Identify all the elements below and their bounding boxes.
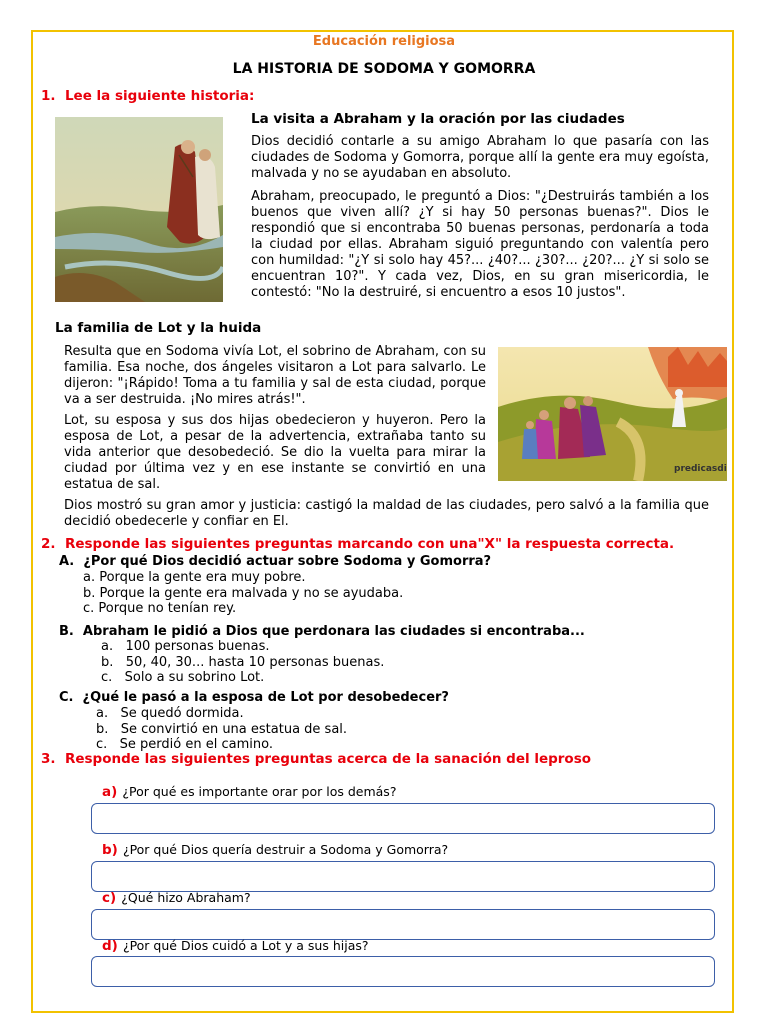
question-a: A. ¿Por qué Dios decidió actuar sobre Sodoma y Gomorra?: [59, 554, 492, 569]
question-a-options: [83, 570, 403, 617]
story2-title: La familia de Lot y la huida: [55, 320, 262, 336]
open-question-c: c) ¿Qué hizo Abraham?: [102, 890, 251, 906]
subject-label: Educación religiosa: [312, 34, 456, 49]
question-c-options: [96, 706, 347, 753]
option[interactable]: a. Se quedó dormida.: [96, 706, 244, 721]
option[interactable]: c. Se perdió en el camino.: [96, 737, 273, 752]
abraham-illustration: [55, 117, 223, 302]
answer-field-a[interactable]: [91, 803, 715, 834]
option[interactable]: b. Se convirtió en una estatua de sal.: [96, 721, 348, 737]
question-b: B. Abraham le pidió a Dios que perdonara las ciudades si encontraba...: [59, 624, 585, 639]
story2-paragraph-1: Resulta que en Sodoma vivía Lot, el sobrino de Abraham, con su familia. Esa noche, dos ángeles visitaron a Lot para salvarlo. Le dijeron: "¡Rápido! Toma a tu familia y sal de esta ciudad, porque va a ser destruida. ¡No mires atrás!".: [64, 344, 486, 407]
option[interactable]: a. 100 personas buenas.: [101, 639, 270, 654]
lot-family-illustration: [498, 347, 727, 481]
open-question-a: a) ¿Por qué es importante orar por los demás?: [102, 784, 397, 800]
story1-title: La visita a Abraham y la oración por las ciudades: [251, 111, 625, 127]
section2-heading: 2. Responde las siguientes preguntas marcando con una"X" la respuesta correcta.: [41, 536, 675, 552]
question-b-options: [101, 639, 384, 686]
option[interactable]: a. Porque la gente era muy pobre.: [83, 570, 306, 585]
open-question-b: b) ¿Por qué Dios quería destruir a Sodoma y Gomorra?: [102, 842, 449, 858]
page-title: LA HISTORIA DE SODOMA Y GOMORRA: [232, 61, 536, 77]
story1-paragraph-2: Abraham, preocupado, le preguntó a Dios: "¿Destruirás también a los buenos que viven allí? ¿Y si hay 50 personas buenas?". Dios le respondió que si encontraba 50 buenas personas, perdonaría a toda la ciudad por ellas. Abraham siguió preguntando con valentía pero con humildad: "¿Y si solo hay 45?... ¿40?... ¿30?... ¿20?... ¿Y si solo se encuentran 10?". Y cada vez, Dios, en su gran misericordia, le contestó: "No la destruiré, si encuentro a esos 10 justos".: [251, 189, 709, 300]
answer-field-d[interactable]: [91, 956, 715, 987]
question-c: C. ¿Qué le pasó a la esposa de Lot por desobedecer?: [59, 690, 449, 705]
option[interactable]: c. Solo a su sobrino Lot.: [101, 670, 265, 685]
section3-heading: 3. Responde las siguientes preguntas acerca de la sanación del leproso: [41, 751, 592, 767]
option[interactable]: c. Porque no tenían rey.: [83, 601, 237, 616]
option[interactable]: b. 50, 40, 30... hasta 10 personas buenas.: [101, 654, 385, 670]
section1-heading: 1. Lee la siguiente historia:: [41, 88, 255, 104]
option[interactable]: b. Porque la gente era malvada y no se ayudaba.: [83, 585, 404, 601]
story2-paragraph-2: Lot, su esposa y sus dos hijas obedecieron y huyeron. Pero la esposa de Lot, a pesar de la advertencia, extrañaba tanto su vida anterior que desobedeció. Se dio la vuelta para mirar la ciudad por última vez y en ese instante se convirtió en una estatua de sal.: [64, 413, 486, 492]
story2-paragraph-3: Dios mostró su gran amor y justicia: castigó la maldad de las ciudades, pero salvó a la familia que decidió obedecerle y confiar en El.: [64, 498, 709, 529]
story1-paragraph-1: Dios decidió contarle a su amigo Abraham lo que pasaría con las ciudades de Sodoma y Gomorra, porque allí la gente era muy egoísta, malvada y no se ayudaban en absoluto.: [251, 134, 709, 181]
image-caption: predicasdi: [674, 464, 727, 474]
open-question-d: d) ¿Por qué Dios cuidó a Lot y a sus hijas?: [102, 938, 369, 954]
